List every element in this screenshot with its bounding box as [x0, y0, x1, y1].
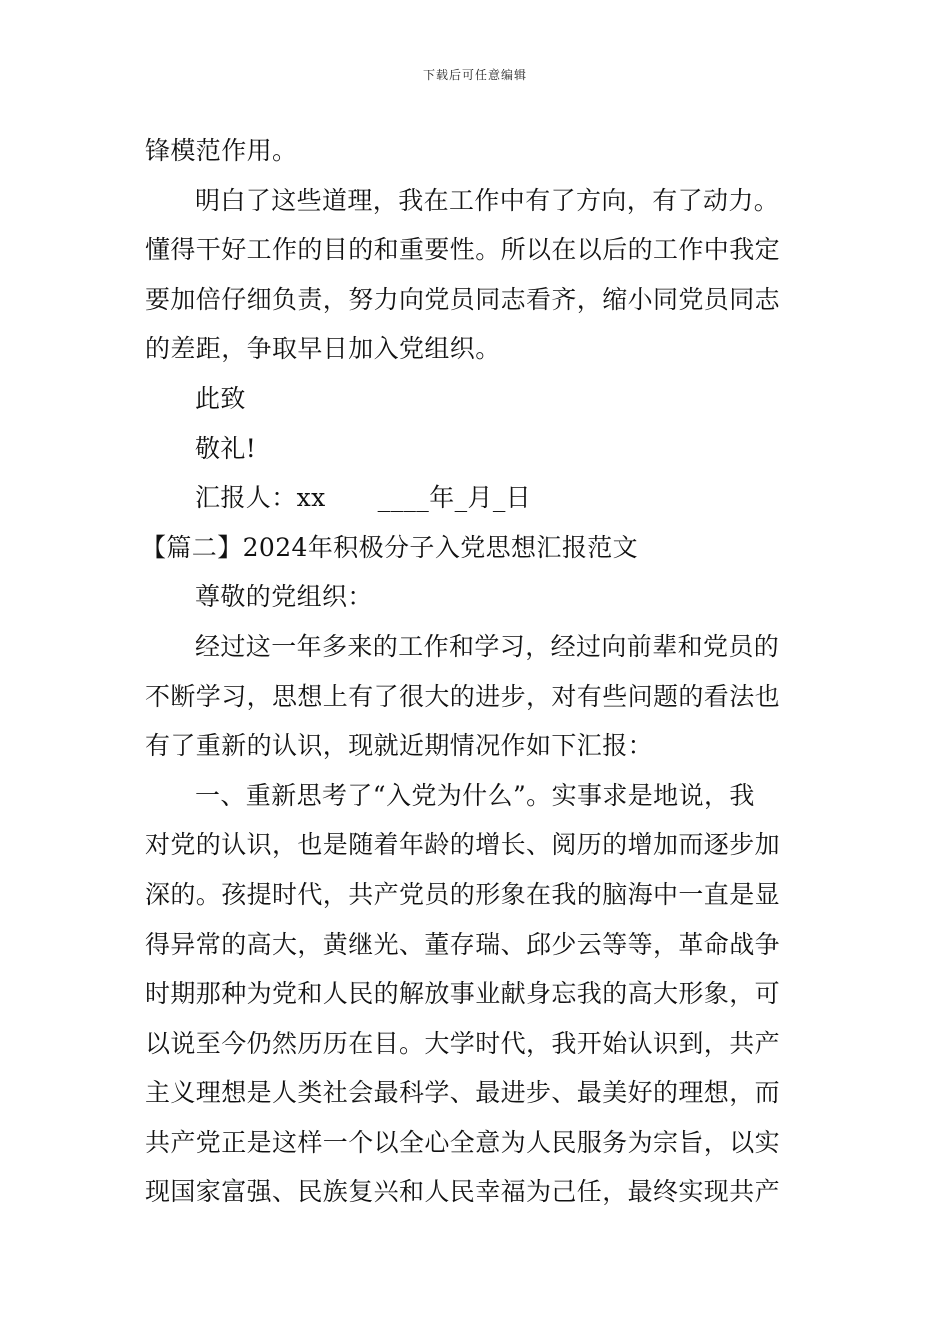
- document-body: [141, 126, 807, 1217]
- paragraph-direction: [145, 176, 807, 374]
- salutation: 此致: [195, 383, 246, 413]
- text-line: 要加倍仔细负责，努力向党员同志看齐，缩小同党员同志: [145, 284, 781, 314]
- closing-line: 锋模范作用。: [145, 136, 298, 165]
- date-blank: ____年_月_日: [377, 483, 532, 513]
- text-line: 懂得干好工作的目的和重要性。所以在以后的工作中我定: [145, 235, 781, 265]
- text-line: 一、重新思考了“入党为什么”。实事求是地说，我: [195, 780, 755, 810]
- paragraph-intro: [145, 622, 807, 771]
- header-note: 下载后可任意编辑: [422, 68, 527, 82]
- greeting: 尊敬的党组织：: [195, 582, 373, 612]
- text-line: 不断学习，思想上有了很大的进步，对有些问题的看法也: [145, 681, 781, 711]
- text-line: 现国家富强、民族复兴和人民幸福为己任，最终实现共产: [145, 1177, 781, 1207]
- section-title: 【篇二】2024年积极分子入党思想汇报范文: [141, 532, 639, 562]
- reporter-label: 汇报人：xx: [195, 483, 326, 513]
- signature-line: [145, 473, 807, 523]
- text-line: 主义理想是人类社会最科学、最进步、最美好的理想，而: [145, 1078, 781, 1108]
- text-line: 得异常的高大，黄继光、董存瑞、邱少云等等，革命战争: [145, 929, 781, 959]
- text-line: 共产党正是这样一个以全心全意为人民服务为宗旨，以实: [145, 1127, 781, 1157]
- text-line: 的差距，争取早日加入党组织。: [145, 334, 501, 364]
- regards: 敬礼!: [195, 433, 257, 463]
- paragraph-why-join: [145, 771, 807, 1217]
- text-line: 有了重新的认识，现就近期情况作如下汇报：: [145, 731, 654, 761]
- text-line: 时期那种为党和人民的解放事业献身忘我的高大形象，可: [145, 979, 781, 1009]
- text-line: 经过这一年多来的工作和学习，经过向前辈和党员的: [195, 631, 780, 661]
- text-line: 深的。孩提时代，共产党员的形象在我的脑海中一直是显: [145, 879, 781, 909]
- text-line: 对党的认识，也是随着年龄的增长、阅历的增加而逐步加: [145, 830, 781, 860]
- text-line: 明白了这些道理，我在工作中有了方向，有了动力。: [195, 185, 780, 215]
- text-line: 以说至今仍然历历在目。大学时代，我开始认识到，共产: [145, 1028, 781, 1058]
